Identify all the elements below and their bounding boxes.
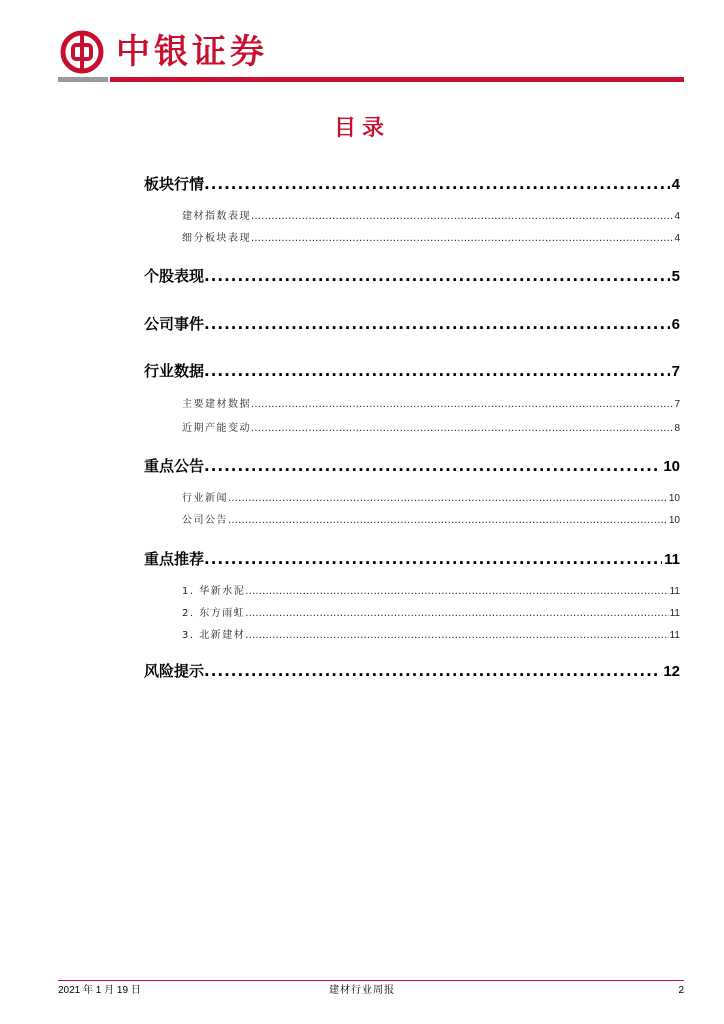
toc-entry-page-number: 10 xyxy=(668,515,680,526)
toc-entry-page-number: 4 xyxy=(671,176,680,193)
toc-entry-label: 行业数据 xyxy=(144,362,205,380)
toc-section-entry[interactable] xyxy=(144,455,680,477)
toc-dot-leader xyxy=(204,455,661,477)
toc-dot-leader xyxy=(245,581,668,603)
toc-section-entry[interactable] xyxy=(144,173,680,195)
toc-entry-page-number: 10 xyxy=(668,493,680,504)
toc-dot-leader xyxy=(245,625,668,647)
toc-dot-leader xyxy=(228,510,668,532)
toc-entry-page-number: 11 xyxy=(669,608,680,619)
toc-subsection-entry[interactable] xyxy=(182,228,680,250)
toc-subsection-entry[interactable] xyxy=(182,206,680,228)
toc-dot-leader xyxy=(204,313,670,335)
toc-section-entry[interactable] xyxy=(144,265,680,287)
toc-subsection-entry[interactable] xyxy=(182,603,680,625)
toc-dot-leader xyxy=(251,418,673,440)
bank-of-china-logo-icon xyxy=(60,30,104,74)
toc-subsection-entry[interactable] xyxy=(182,394,680,416)
toc-dot-leader xyxy=(251,228,673,250)
toc-entry-page-number: 8 xyxy=(674,423,680,434)
toc-dot-leader xyxy=(228,488,668,510)
toc-entry-page-number: 11 xyxy=(669,586,680,597)
toc-entry-label: 行业新闻 xyxy=(182,493,228,504)
toc-subsection-entry[interactable] xyxy=(182,510,680,532)
toc-entry-page-number: 4 xyxy=(674,233,680,244)
toc-dot-leader xyxy=(204,360,670,382)
toc-entry-label: 2. 东方雨虹 xyxy=(182,608,246,619)
toc-entry-label: 重点推荐 xyxy=(144,550,205,568)
toc-entry-page-number: 11 xyxy=(669,630,680,641)
header-divider-red xyxy=(110,77,684,82)
toc-section-entry[interactable] xyxy=(144,548,680,570)
toc-dot-leader xyxy=(245,603,668,625)
toc-entry-label: 板块行情 xyxy=(144,175,205,193)
toc-dot-leader xyxy=(204,660,661,682)
toc-section-entry[interactable] xyxy=(144,360,680,382)
footer-date: 2021 年 1 月 19 日 xyxy=(58,985,141,996)
toc-subsection-entry[interactable] xyxy=(182,581,680,603)
brand-name: 中银证券 xyxy=(116,32,268,72)
toc-dot-leader xyxy=(204,265,670,287)
toc-section-entry[interactable] xyxy=(144,660,680,682)
toc-entry-label: 重点公告 xyxy=(144,457,205,475)
toc-entry-page-number: 7 xyxy=(674,399,680,410)
toc-entry-label: 建材指数表现 xyxy=(182,211,251,222)
toc-title: 目录 xyxy=(333,116,390,141)
footer-page-number: 2 xyxy=(678,985,684,996)
footer-divider xyxy=(58,980,684,981)
toc-dot-leader xyxy=(251,394,673,416)
toc-entry-page-number: 7 xyxy=(671,363,680,380)
toc-dot-leader xyxy=(204,173,670,195)
toc-entry-page-number: 4 xyxy=(674,211,680,222)
toc-entry-label: 主要建材数据 xyxy=(182,399,251,410)
toc-dot-leader xyxy=(251,206,673,228)
toc-entry-label: 个股表现 xyxy=(144,267,205,285)
toc-entry-page-number: 10 xyxy=(663,458,680,475)
toc-entry-label: 公司事件 xyxy=(144,315,205,333)
header-divider-gray xyxy=(58,77,108,82)
toc-section-entry[interactable] xyxy=(144,313,680,335)
toc-subsection-entry[interactable] xyxy=(182,488,680,510)
toc-entry-label: 近期产能变动 xyxy=(182,423,251,434)
footer-report-name: 建材行业周报 xyxy=(329,985,395,996)
toc-subsection-entry[interactable] xyxy=(182,625,680,647)
toc-entry-page-number: 12 xyxy=(663,663,680,680)
toc-entry-label: 1. 华新水泥 xyxy=(182,586,246,597)
toc-entry-page-number: 5 xyxy=(671,268,680,285)
toc-entry-page-number: 11 xyxy=(664,551,680,568)
toc-entry-page-number: 6 xyxy=(671,316,680,333)
toc-entry-label: 细分板块表现 xyxy=(182,233,251,244)
page-header xyxy=(58,28,684,82)
toc-subsection-entry[interactable] xyxy=(182,418,680,440)
toc-entry-label: 3. 北新建材 xyxy=(182,630,246,641)
toc-entry-label: 公司公告 xyxy=(182,515,228,526)
toc-entry-label: 风险提示 xyxy=(144,662,205,680)
toc-dot-leader xyxy=(204,548,662,570)
